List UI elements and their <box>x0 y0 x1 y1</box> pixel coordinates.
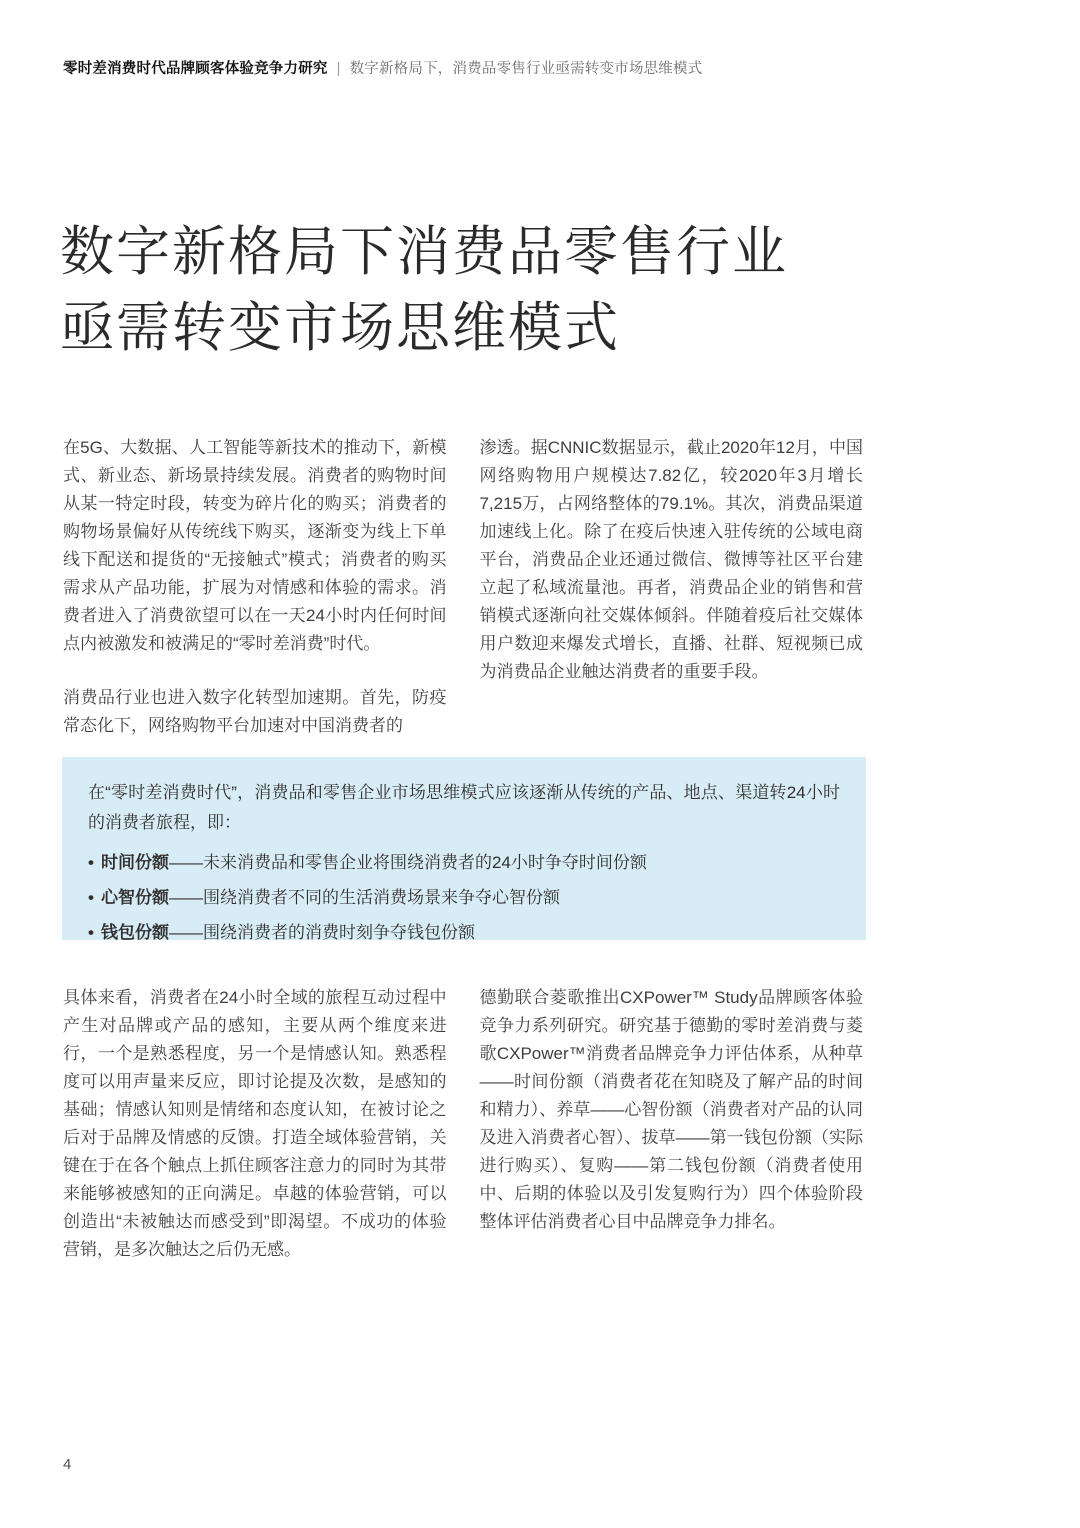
body-section-2 <box>63 984 863 1290</box>
bullet-text: ——围绕消费者的消费时刻争夺钱包份额 <box>168 923 475 942</box>
report-series-title: 零时差消费时代品牌顾客体验竞争力研究 <box>63 61 328 77</box>
highlight-box <box>62 757 866 940</box>
highlight-intro: 在“零时差消费时代”，消费品和零售企业市场思维模式应该逐渐从传统的产品、地点、渠道转24小时的消费者旅程，即： <box>88 783 840 832</box>
bullet-label: 时间份额 <box>100 853 169 872</box>
page-title <box>60 214 788 366</box>
bullet-mind-share <box>88 888 840 908</box>
section1-left-column <box>63 434 447 766</box>
page-title-line1: 数字新格局下消费品零售行业 <box>60 222 788 282</box>
bullet-label: 钱包份额 <box>100 923 169 942</box>
bullet-time-share <box>88 853 840 873</box>
section2-right-column <box>480 984 864 1290</box>
bullet-marker: • <box>88 853 94 872</box>
section1-right-column <box>480 434 864 766</box>
bullet-text: ——围绕消费者不同的生活消费场景来争夺心智份额 <box>168 888 560 907</box>
bullet-label: 心智份额 <box>100 888 169 907</box>
bullet-wallet-share <box>88 923 840 943</box>
header-separator: | <box>336 61 341 77</box>
section2-left-column <box>63 984 447 1290</box>
bullet-marker: • <box>88 923 94 942</box>
paragraph: 消费品行业也进入数字化转型加速期。首先，防疫常态化下，网络购物平台加速对中国消费者的 <box>63 688 447 735</box>
running-header <box>63 57 702 78</box>
bullet-marker: • <box>88 888 94 907</box>
chapter-title-header: 数字新格局下，消费品零售行业亟需转变市场思维模式 <box>349 61 703 77</box>
bullet-text: ——未来消费品和零售企业将围绕消费者的24小时争夺时间份额 <box>168 853 647 872</box>
paragraph: 德勤联合菱歌推出CXPower™ Study品牌顾客体验竞争力系列研究。研究基于德勤的零时差消费与菱歌CXPower™消费者品牌竞争力评估体系，从种草——时间份额（消费者花在知晓及了解产品的时间和精力）、养草——心智份额（消费者对产品的认同及进入消费者心智）、拔草——第一钱包份额（实际进行购买）、复购——第二钱包份额（消费者使用中、后期的体验以及引发复购行为）四个体验阶段整体评估消费者心目中品牌竞争力排名。 <box>479 988 863 1231</box>
page-title-line2: 亟需转变市场思维模式 <box>60 298 620 358</box>
paragraph: 在5G、大数据、人工智能等新技术的推动下，新模式、新业态、新场景持续发展。消费者的购物时间从某一特定时段，转变为碎片化的购买；消费者的购物场景偏好从传统线下购买，逐渐变为线上下单线下配送和提货的“无接触式”模式；消费者的购买需求从产品功能，扩展为对情感和体验的需求。消费者进入了消费欲望可以在一天24小时内任何时间点内被激发和被满足的“零时差消费”时代。 <box>63 438 447 653</box>
page-number: 4 <box>63 1456 72 1473</box>
body-section-1 <box>63 434 863 766</box>
paragraph: 具体来看，消费者在24小时全域的旅程互动过程中产生对品牌或产品的感知，主要从两个维度来进行，一个是熟悉程度，另一个是情感认知。熟悉程度可以用声量来反应，即讨论提及次数，是感知的基础；情感认知则是情绪和态度认知，在被讨论之后对于品牌及情感的反馈。打造全域体验营销，关键在于在各个触点上抓住顾客注意力的同时为其带来能够被感知的正向满足。卓越的体验营销，可以创造出“未被触达而感受到”即渴望。不成功的体验营销，是多次触达之后仍无感。 <box>63 988 447 1259</box>
paragraph: 渗透。据CNNIC数据显示，截止2020年12月，中国网络购物用户规模达7.82亿，较2020年3月增长7,215万，占网络整体的79.1%。其次，消费品渠道加速线上化。除了在疫后快速入驻传统的公域电商平台，消费品企业还通过微信、微博等社区平台建立起了私域流量池。再者，消费品企业的销售和营销模式逐渐向社交媒体倾斜。伴随着疫后社交媒体用户数迎来爆发式增长，直播、社群、短视频已成为消费品企业触达消费者的重要手段。 <box>479 438 863 681</box>
